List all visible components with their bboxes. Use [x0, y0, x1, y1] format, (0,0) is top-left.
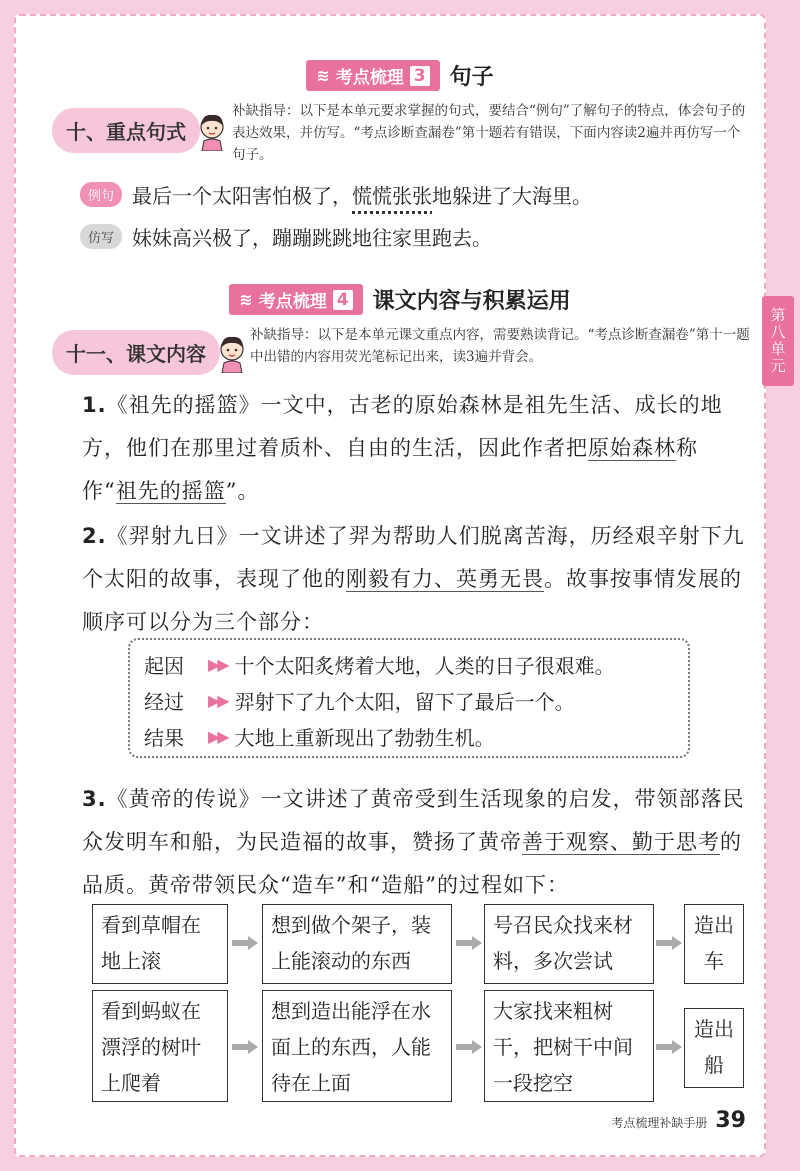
answer-underline: 善于观察: [522, 830, 610, 854]
page-footer: [611, 1108, 746, 1133]
plot-row: [144, 646, 674, 682]
paragraph-2-number: 2.: [82, 524, 107, 548]
plot-row: [144, 682, 674, 718]
example-sentence-part-a: 最后一个太阳害怕极了，: [132, 184, 353, 208]
wave-icon: ≋: [316, 66, 330, 85]
imitation-sentence-row: [80, 222, 492, 251]
section-3-number: 3: [410, 66, 430, 86]
item-11-heading: [52, 330, 248, 375]
paragraph-1: [82, 384, 750, 513]
answer-underline: 祖先的摇篮: [115, 479, 226, 503]
arrow-right-icon: [656, 1040, 682, 1054]
boat-flow-step-3: 大家找来粗树干，把树干中间一段挖空: [484, 990, 654, 1102]
plot-key: 经过: [144, 689, 184, 714]
answer-underline: 刚毅有力: [346, 567, 434, 591]
imitation-sentence: 妹妹高兴极了，蹦蹦跳跳地往家里跑去。: [132, 226, 493, 250]
section-4-number: 4: [333, 290, 353, 310]
paragraph-2: [82, 515, 750, 644]
item-11-hint: 补缺指导：以下是本单元课文重点内容，需要熟读背记。“考点诊断查漏卷”第十一题中出错的内容用荧光笔标记出来，读3遍并背会。: [250, 327, 750, 365]
unit-side-tab: 第八单元: [762, 296, 794, 386]
example-sentence: [132, 180, 592, 209]
boat-flow-step-2: 想到造出能浮在水面上的东西，人能待在上面: [262, 990, 452, 1102]
plot-key: 结果: [144, 725, 184, 750]
plot-value: 十个太阳炙烤着大地，人类的日子很艰难。: [234, 653, 615, 678]
paragraph-1-number: 1.: [82, 393, 107, 417]
wave-icon: ≋: [239, 290, 253, 309]
footer-text: 考点梳理补缺手册: [611, 1116, 708, 1130]
section-3-tag-text: 考点梳理: [335, 68, 404, 88]
paragraph-3: [82, 778, 750, 907]
paragraph-3-text-b: 的品质。黄帝带领民众“造车”和“造船”的过程如下：: [82, 830, 742, 897]
story-plot-box: [128, 638, 690, 758]
section-4-tag: [229, 284, 362, 315]
section-4-title: 课文内容与积累运用: [372, 289, 571, 314]
arrow-right-icon: [232, 1040, 258, 1054]
imitation-label: 仿写: [80, 224, 122, 249]
page-number: 39: [715, 1108, 746, 1133]
boat-flow-result: 造出船: [684, 1008, 744, 1088]
plot-key: 起因: [144, 653, 184, 678]
arrow-right-icon: [456, 1040, 482, 1054]
section-3-header: [0, 60, 800, 91]
answer-underline: 英勇无畏: [456, 567, 544, 591]
arrow-right-icon: ▶▶: [208, 726, 227, 746]
example-sentence-part-c: 地躲进了大海里。: [432, 184, 593, 208]
answer-separator: 、: [610, 830, 632, 854]
section-3-title: 句子: [449, 65, 494, 90]
arrow-right-icon: ▶▶: [208, 690, 227, 710]
cart-flow-step-1: 看到草帽在地上滚: [92, 904, 228, 984]
arrow-right-icon: [656, 936, 682, 950]
arrow-right-icon: [456, 936, 482, 950]
item-11-label: 十一、课文内容: [52, 330, 220, 375]
paragraph-1-text-c: ”。: [225, 479, 260, 503]
plot-value: 大地上重新现出了勃勃生机。: [234, 725, 495, 750]
example-sentence-emphasis: 慌慌张张: [352, 184, 433, 208]
paragraph-2-text-b: 。故事按事情发展的顺序可以分为三个部分：: [82, 567, 742, 634]
item-10-heading: [52, 108, 228, 153]
paragraph-3-number: 3.: [82, 787, 107, 811]
arrow-right-icon: [232, 936, 258, 950]
section-4-header: [0, 284, 800, 315]
example-label: 例句: [80, 182, 122, 207]
paragraph-3-text-a: 《黄帝的传说》一文讲述了黄帝受到生活现象的启发，带领部落民众发明车和船，为民造福的故事，赞扬了黄帝: [82, 787, 745, 854]
item-10-label: 十、重点句式: [52, 108, 200, 153]
paragraph-2-text-a: 《羿射九日》一文讲述了羿为帮助人们脱离苦海，历经艰辛射下九个太阳的故事，表现了他的: [82, 524, 745, 591]
plot-value: 羿射下了九个太阳，留下了最后一个。: [234, 689, 575, 714]
arrow-right-icon: ▶▶: [208, 654, 227, 674]
girl-avatar-icon: [216, 333, 248, 373]
cart-flow-step-2: 想到做个架子，装上能滚动的东西: [262, 904, 452, 984]
paragraph-1-text-a: 《祖先的摇篮》一文中，古老的原始森林是祖先生活、成长的地方，他们在那里过着质朴、自由的生活，因此作者把: [82, 393, 723, 460]
example-sentence-row: [80, 180, 592, 209]
cart-flow-step-3: 号召民众找来材料，多次尝试: [484, 904, 654, 984]
answer-underline: 原始森林: [588, 436, 676, 460]
section-3-tag: [306, 60, 439, 91]
item-10-hint: 补缺指导：以下是本单元要求掌握的句式，要结合“例句”了解句子的特点，体会句子的表达效果，并仿写。“考点诊断查漏卷”第十题若有错误，下面内容读2遍并再仿写一个句子。: [232, 103, 746, 163]
answer-separator: 、: [434, 567, 456, 591]
girl-avatar-icon: [196, 111, 228, 151]
cart-flow-result: 造出车: [684, 904, 744, 984]
answer-underline: 勤于思考: [632, 830, 720, 854]
boat-flow-step-1: 看到蚂蚁在漂浮的树叶上爬着: [92, 990, 228, 1102]
plot-row: [144, 718, 674, 754]
section-4-tag-text: 考点梳理: [258, 292, 327, 312]
paragraph-1-text-b: 称作“: [82, 436, 698, 503]
